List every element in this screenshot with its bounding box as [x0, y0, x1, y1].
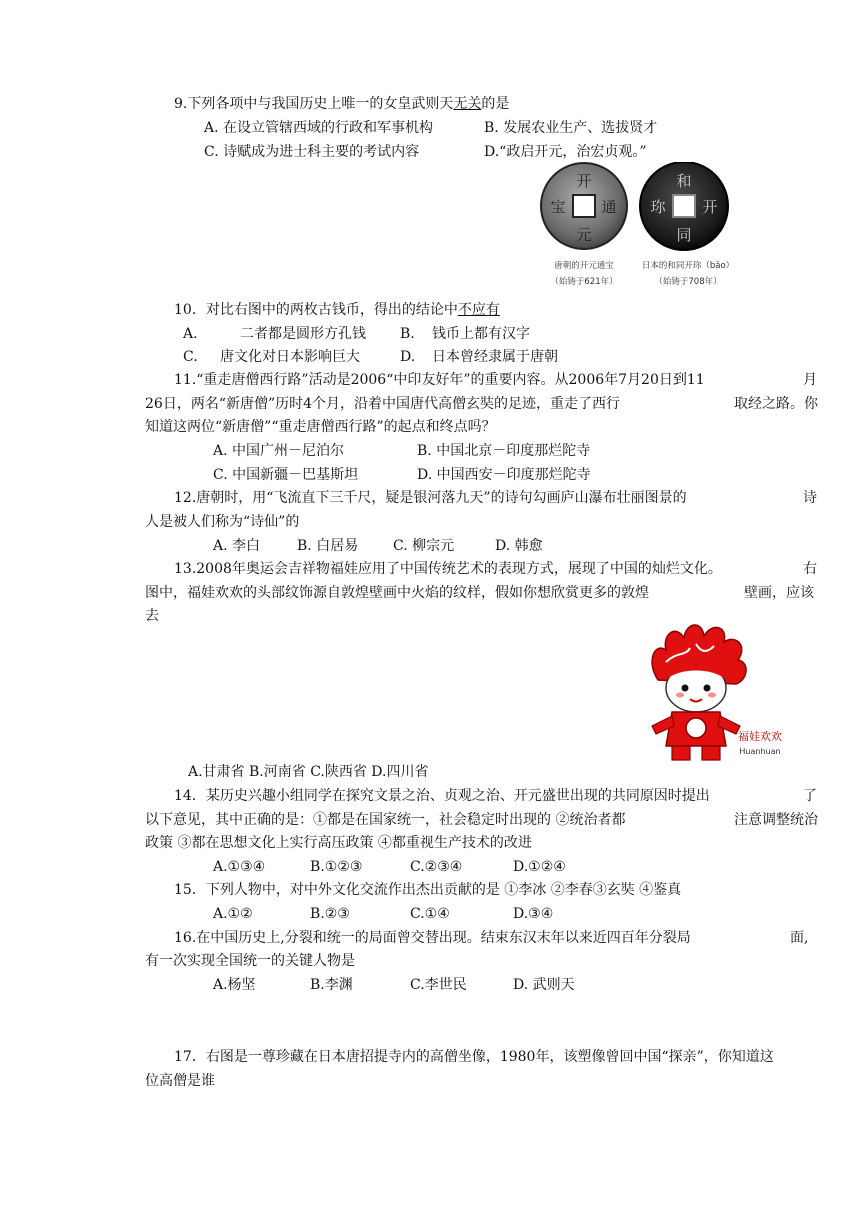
q11-line3: 知道这两位“新唐僧”“重走唐僧西行路”的起点和终点吗？ [145, 419, 496, 435]
q13-line1-end: 右 [803, 561, 817, 577]
q16-option-a: A.杨坚 [213, 977, 256, 993]
japan-coin-glyph-right: 开 [702, 198, 718, 216]
q10-stem [174, 300, 500, 320]
q10-stem-underlined: 不应有 [457, 302, 500, 318]
q9-stem-tail: 的是 [481, 96, 510, 112]
q13-line2: 图中，福娃欢欢的头部纹饰源自敦煌壁画中火焰的纹样，假如你想欣赏更多的敦煌 [145, 585, 649, 601]
tang-coin-glyph-bottom: 元 [576, 226, 592, 244]
q10-option-a: 二者都是圆形方孔钱 [240, 326, 366, 342]
q14-option-a: A.①③④ [213, 859, 266, 875]
q13-options: A.甘肃省 B.河南省 C.陕西省 D.四川省 [188, 764, 429, 780]
q13-line3: 去 [145, 608, 159, 624]
mascot-label-en: Huanhuan [739, 747, 781, 756]
q11-option-d: D. 中国西安－印度那烂陀寺 [417, 467, 591, 483]
q9-stem-underlined: 无关 [453, 96, 482, 112]
tang-coin-caption: 唐朝的开元通宝 [554, 261, 614, 271]
q16-option-c: C.李世民 [410, 977, 467, 993]
q10-option-a-letter: A. [183, 326, 198, 342]
q9-stem-text: 9.下列各项中与我国历史上唯一的女皇武则天 [174, 96, 454, 112]
q13-line2-end: 壁画，应该 [744, 585, 814, 601]
q11-option-b: B. 中国北京－印度那烂陀寺 [417, 443, 591, 459]
q12-option-c: C. 柳宗元 [393, 538, 455, 554]
q12-line1: 12.唐朝时，用“飞流直下三千尺，疑是银河落九天”的诗句勾画庐山瀑布壮丽图景的 [174, 490, 687, 506]
q15-option-d: D.③④ [513, 906, 554, 922]
q9-stem [174, 94, 509, 114]
q9-option-a: A. 在设立管辖西域的行政和军事机构 [204, 120, 434, 136]
q10-option-c: 唐文化对日本影响巨大 [220, 349, 360, 365]
tang-coin-date: （始铸于621年） [550, 277, 618, 287]
q14-line2: 以下意见，其中正确的是：①都是在国家统一，社会稳定时出现的 ②统治者都 [145, 812, 626, 828]
japan-coin-glyph-left: 珎 [650, 198, 666, 216]
q12-option-a: A. 李白 [213, 538, 261, 554]
q12-line2: 人是被人们称为“诗仙”的 [145, 514, 300, 530]
japan-coin-date: （始铸于708年） [654, 277, 722, 287]
q11-option-a: A. 中国广州－尼泊尔 [213, 443, 345, 459]
q9-option-c: C. 诗赋成为进士科主要的考试内容 [204, 144, 420, 160]
q10-option-b: 钱币上都有汉字 [432, 326, 530, 342]
q10-option-c-letter: C. [183, 349, 198, 365]
q14-option-b: B.①②③ [310, 859, 363, 875]
japan-coin-caption: 日本的和同开珎（bǎo） [641, 261, 735, 271]
q15-option-c: C.①④ [410, 906, 450, 922]
japan-coin-glyph-bottom: 同 [676, 226, 692, 244]
q12-line1-end: 诗 [803, 490, 817, 506]
q11-line1-end: 月 [803, 372, 817, 388]
q11-line2: 26日，两名“新唐僧”历时4个月，沿着中国唐代高僧玄奘的足迹，重走了西行 [145, 396, 621, 412]
q15-option-b: B.②③ [310, 906, 350, 922]
q10-option-b-letter: B. [400, 326, 415, 342]
tang-coin-glyph-top: 开 [576, 172, 592, 190]
q14-line1: 14．某历史兴趣小组同学在探究文景之治、贞观之治、开元盛世出现的共同原因时提出 [174, 788, 710, 804]
q10-option-d-letter: D. [400, 349, 416, 365]
fuwa-mascot-image [636, 622, 786, 767]
q11-option-c: C. 中国新疆－巴基斯坦 [213, 467, 359, 483]
q15-stem: 15．下列人物中，对中外文化交流作出杰出贡献的是 ①李冰 ②李春③玄奘 ④鉴真 [174, 882, 682, 898]
q12-option-d: D. 韩愈 [495, 538, 543, 554]
q9-option-b: B. 发展农业生产、选拔贤才 [484, 120, 658, 136]
q16-option-d: D. 武则天 [513, 977, 575, 993]
q14-line3: 政策 ③都在思想文化上实行高压政策 ④都重视生产技术的改进 [145, 835, 532, 851]
coins-image [538, 162, 738, 292]
q16-line1-end: 面, [790, 930, 809, 946]
japan-coin-glyph-top: 和 [676, 172, 692, 190]
q14-option-d: D.①②④ [513, 859, 566, 875]
q16-option-b: B.李渊 [310, 977, 353, 993]
q16-line1: 16.在中国历史上,分裂和统一的局面曾交替出现。结束东汉末年以来近四百年分裂局 [174, 930, 691, 946]
q9-option-d: D.“政启开元，治宏贞观。” [484, 144, 647, 160]
coins-figure [538, 162, 738, 292]
q17-line1: 17．右图是一尊珍藏在日本唐招提寺内的高僧坐像，1980年，该塑像曾回中国“探亲”，你知道这 [174, 1049, 774, 1065]
q11-line2-end: 取经之路。你 [734, 396, 818, 412]
q12-option-b: B. 白居易 [297, 538, 359, 554]
mascot-label: 福娃欢欢 [738, 730, 782, 743]
q15-option-a: A.①② [213, 906, 253, 922]
q16-line2: 有一次实现全国统一的关键人物是 [145, 953, 355, 969]
q14-line2-end: 注意调整统治 [734, 812, 818, 828]
q10-option-d: 日本曾经隶属于唐朝 [432, 349, 558, 365]
q13-line1: 13.2008年奥运会吉祥物福娃应用了中国传统艺术的表现方式，展现了中国的灿烂文化。 [174, 561, 722, 577]
q11-line1: 11.“重走唐僧西行路”活动是2006“中印友好年”的重要内容。从2006年7月20日到11 [174, 372, 705, 388]
q14-line1-end: 了 [803, 788, 817, 804]
tang-coin-glyph-left: 宝 [550, 198, 566, 216]
q17-line2: 位高僧是谁 [145, 1073, 215, 1089]
fuwa-huanhuan-figure [636, 622, 786, 767]
tang-coin-glyph-right: 通 [601, 198, 617, 216]
q14-option-c: C.②③④ [410, 859, 463, 875]
q10-stem-text: 10．对比右图中的两枚古钱币，得出的结论中 [174, 302, 458, 318]
